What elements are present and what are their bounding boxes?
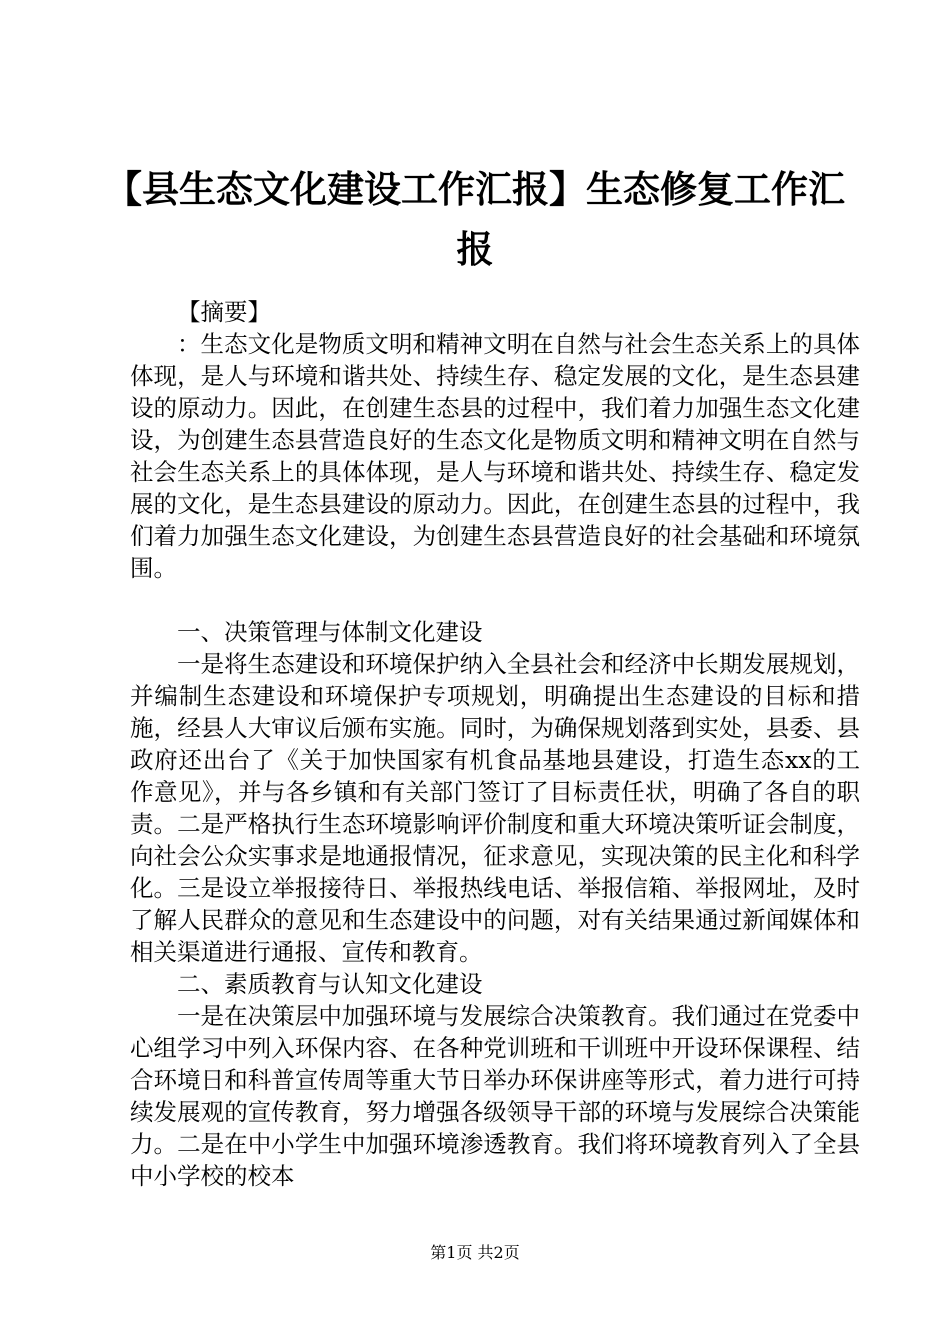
paragraph-spacer xyxy=(130,584,860,616)
section2-heading: 二、素质教育与认知文化建设 xyxy=(177,970,483,998)
abstract-paragraph: ：生态文化是物质文明和精神文明在自然与社会生态关系上的具体体现，是人与环境和谐共处、持续生存、稳定发展的文化，是生态县建设的原动力。因此，在创建生态县的过程中，我们着力加强生态文化建设，为创建生态县营造良好的生态文化是物质文明和精神文明在自然与社会生态关系上的具体体现，是人与环境和谐共处、持续生存、稳定发展的文化，是生态县建设的原动力。因此，在创建生态县的过程中，我们着力加强生态文化建设，为创建生态县营造良好的社会基础和环境氛围。 xyxy=(130,330,860,582)
section2-paragraph: 一是在决策层中加强环境与发展综合决策教育。我们通过在党委中心组学习中列入环保内容、在各种党训班和干训班中开设环保课程、结合环境日和科普宣传周等重大节日举办环保讲座等形式，着力进行可持续发展观的宣传教育，努力增强各级领导干部的环境与发展综合决策能力。二是在中小学生中加强环境渗透教育。我们将环境教育列入了全县中小学校的校本 xyxy=(130,1002,860,1190)
section1-heading: 一、决策管理与体制文化建设 xyxy=(177,618,483,646)
page-footer: 第1页 共2页 xyxy=(430,1243,520,1262)
document-body xyxy=(130,296,860,1192)
document-title: 【县生态文化建设工作汇报】生态修复工作汇报 xyxy=(105,168,845,271)
section1-paragraph: 一是将生态建设和环境保护纳入全县社会和经济中长期发展规划，并编制生态建设和环境保护专项规划，明确提出生态建设的目标和措施，经县人大审议后颁布实施。同时，为确保规划落到实处，县委、县政府还出台了《关于加快国家有机食品基地县建设，打造生态xx的工作意见》，并与各乡镇和有关部门签订了目标责任状，明确了各自的职责。二是严格执行生态环境影响评价制度和重大环境决策听证会制度，向社会公众实事求是地通报情况，征求意见，实现决策的民主化和科学化。三是设立举报接待日、举报热线电话、举报信箱、举报网址，及时了解人民群众的意见和生态建设中的问题，对有关结果通过新闻媒体和相关渠道进行通报、宣传和教育。 xyxy=(130,650,860,966)
abstract-label: 【摘要】 xyxy=(177,298,271,326)
